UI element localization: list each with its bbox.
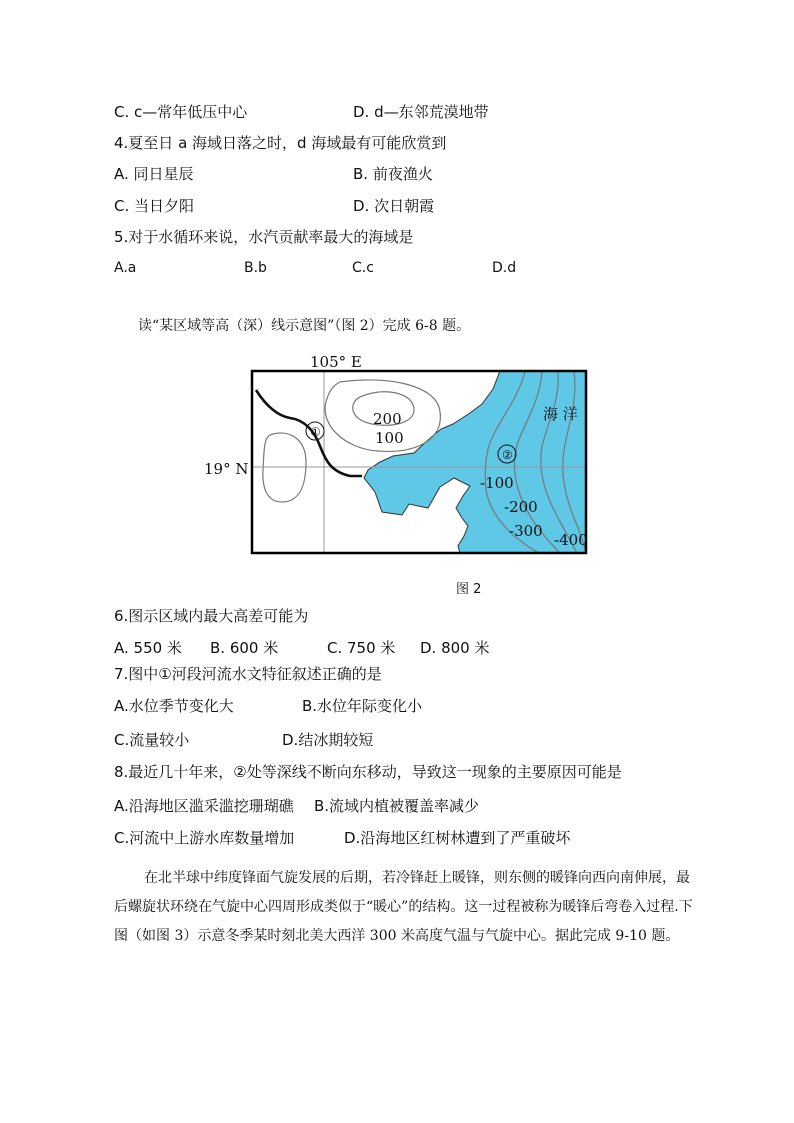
figure-2-contour-map bbox=[200, 350, 595, 555]
contour-label-100: 100 bbox=[375, 429, 404, 447]
depth-label-400: -400 bbox=[554, 531, 588, 549]
q3-option-d: D. d—东邻荒漠地带 bbox=[353, 103, 489, 121]
sea-marker-label: ② bbox=[502, 448, 513, 462]
river-1 bbox=[256, 390, 362, 476]
figure-2-caption: 图 2 bbox=[456, 582, 482, 597]
q6-option-d: D. 800 米 bbox=[420, 639, 490, 657]
q8-option-c: C.河流中上游水库数量增加 bbox=[114, 829, 295, 847]
q8-option-d: D.沿海地区红树林遭到了严重破坏 bbox=[344, 829, 571, 847]
q5-option-a: A.a bbox=[114, 260, 137, 276]
q5-option-d: D.d bbox=[492, 260, 517, 276]
q6-option-a: A. 550 米 bbox=[114, 639, 182, 657]
sea-area bbox=[364, 371, 586, 553]
contour-label-200: 200 bbox=[373, 410, 402, 428]
q3-option-c: C. c—常年低压中心 bbox=[114, 103, 248, 121]
intro-questions-9-10: 在北半球中纬度锋面气旋发展的后期，若冷锋赶上暖锋，则东侧的暖锋向西向南伸展，最后螺旋状环绕在气旋中心四周形成类似于“暖心”的结构。这一过程被称为暖锋后弯卷入过程.下图（如图 3）示意冬季某时刻北美大西洋 300 米高度气温与气旋中心。据此完成 9-10 题。 bbox=[114, 870, 693, 944]
q7-option-b: B.水位年际变化小 bbox=[302, 697, 423, 715]
q4-option-b: B. 前夜渔火 bbox=[353, 165, 433, 183]
q7-option-c: C.流量较小 bbox=[114, 731, 190, 749]
q4-option-c: C. 当日夕阳 bbox=[114, 197, 195, 215]
q4-stem: 4.夏至日 a 海域日落之时，d 海域最有可能欣赏到 bbox=[114, 134, 447, 152]
q6-stem: 6.图示区域内最大高差可能为 bbox=[114, 607, 309, 625]
river-marker-label: ① bbox=[310, 425, 321, 439]
sea-label: 海 洋 bbox=[543, 405, 578, 423]
depth-label-200: -200 bbox=[504, 498, 538, 516]
intro-questions-6-8: 读“某区域等高（深）线示意图”（图 2）完成 6-8 题。 bbox=[138, 318, 471, 334]
q8-option-a: A.沿海地区滥采滥挖珊瑚礁 bbox=[114, 797, 294, 815]
q5-option-b: B.b bbox=[244, 260, 267, 276]
q7-option-a: A.水位季节变化大 bbox=[114, 697, 234, 715]
q6-option-c: C. 750 米 bbox=[327, 639, 396, 657]
q8-option-b: B.流域内植被覆盖率减少 bbox=[314, 797, 480, 815]
q4-option-d: D. 次日朝霞 bbox=[353, 197, 435, 215]
west-closed-contour bbox=[263, 433, 306, 502]
q8-stem: 8.最近几十年来，②处等深线不断向东移动，导致这一现象的主要原因可能是 bbox=[114, 763, 622, 781]
q5-stem: 5.对于水循环来说，水汽贡献率最大的海域是 bbox=[114, 228, 414, 246]
q7-stem: 7.图中①河段河流水文特征叙述正确的是 bbox=[114, 665, 382, 683]
q6-option-b: B. 600 米 bbox=[210, 639, 279, 657]
depth-label-300: -300 bbox=[509, 522, 543, 540]
latitude-label: 19° N bbox=[204, 460, 249, 478]
q4-option-a: A. 同日星辰 bbox=[114, 165, 194, 183]
longitude-label: 105° E bbox=[310, 353, 362, 371]
depth-label-100: -100 bbox=[480, 474, 514, 492]
q5-option-c: C.c bbox=[352, 260, 374, 276]
q7-option-d: D.结冰期较短 bbox=[282, 731, 374, 749]
